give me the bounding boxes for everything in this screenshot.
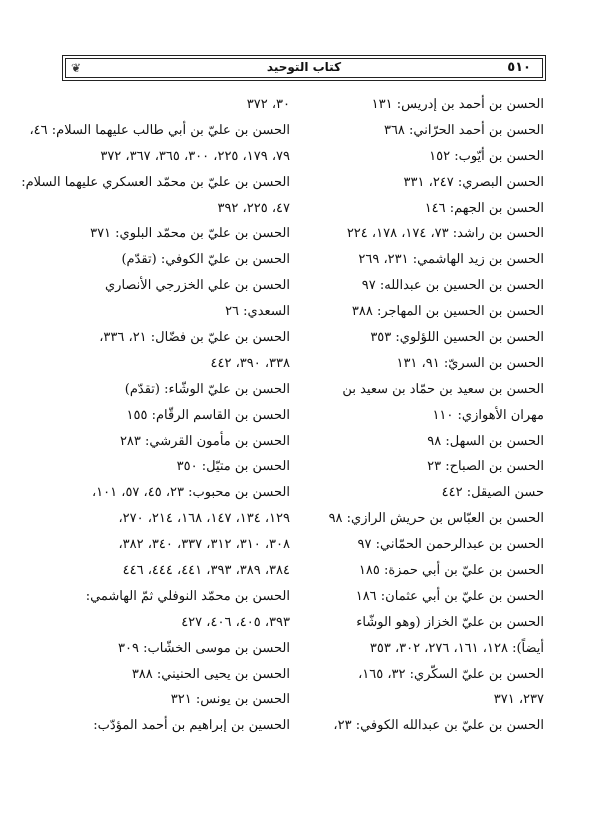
book-title: كتاب التوحيد: [266, 60, 342, 74]
page-number: ٥١٠: [507, 60, 531, 75]
index-entry-line: الحسن بن عبدالرحمن الحمّاني: ٩٧: [357, 537, 544, 553]
index-entry-line: الحسن بن عليّ بن محمّد البلوي: ٣٧١: [90, 226, 290, 242]
index-entry-line: الحسن بن أحمد الحرّاني: ٣٦٨: [383, 122, 544, 138]
index-entry-line: الحسن بن عليّ الوشّاء: (تقدّم): [124, 381, 290, 397]
index-entry-line: ٤٧، ٢٢٥، ٣٩٢: [217, 200, 290, 216]
index-entry-line: ٣٠٨، ٣١٠، ٣١٢، ٣٣٧، ٣٤٠، ٣٨٢،: [118, 537, 290, 553]
index-entry-line: الحسن بن العبّاس بن حريش الرازي: ٩٨: [328, 511, 544, 527]
index-entry-line: ٣٠، ٣٧٢: [246, 97, 290, 112]
index-entry-line: ٧٩، ١٧٩، ٢٢٥، ٣٠٠، ٣٦٥، ٣٦٧، ٣٧٢: [100, 148, 290, 164]
index-entry-line: الحسن بن عليّ بن محمّد العسكري عليهما السلام:: [21, 174, 290, 190]
page-header: [62, 55, 546, 81]
index-entry-line: الحسن بن يحيى الحنيني: ٣٨٨: [131, 666, 290, 682]
index-entry-line: الحسن بن أيّوب: ١٥٢: [429, 148, 544, 164]
index-entry-line: الحسن بن عليّ الكوفي: (تقدّم): [121, 252, 290, 268]
index-entry-line: الحسن بن الصباح: ٢٣: [427, 459, 544, 475]
index-entry-line: حسن الصيقل: ٤٤٢: [441, 485, 544, 501]
index-entry-line: الحسن بن محمّد النوفلي ثمّ الهاشمي:: [85, 588, 290, 604]
index-entry-line: الحسن بن عليّ بن عبدالله الكوفي: ٢٣،: [333, 718, 544, 734]
index-entry-line: مهران الأهوازي: ١١٠: [432, 407, 544, 423]
index-entry-line: ١٢٩، ١٣٤، ١٤٧، ١٦٨، ٢١٤، ٢٧٠،: [118, 511, 290, 527]
index-entry-line: الحسين بن إبراهيم بن أحمد المؤدّب:: [93, 718, 290, 734]
index-entry-line: الحسن بن أحمد بن إدريس: ١٣١: [371, 97, 544, 112]
index-entry-line: الحسن بن متيّل: ٣٥٠: [176, 459, 290, 475]
index-entry-line: الحسن بن الجهم: ١٤٦: [424, 200, 544, 216]
index-entry-line: الحسن بن زيد الهاشمي: ٢٣١، ٢٦٩: [358, 252, 544, 268]
index-column-right: [296, 92, 544, 739]
ornament-icon: ❦: [71, 61, 82, 75]
index-entry-line: الحسن بن عليّ بن فضّال: ٢١، ٣٣٦،: [99, 330, 290, 346]
index-entry-line: ٢٣٧، ٣٧١: [493, 692, 544, 708]
index-entry-line: الحسن بن علي الخزرجي الأنصاري: [104, 278, 290, 294]
index-entry-line: السعدي: ٢٦: [225, 304, 290, 320]
index-entry-line: الحسن بن راشد: ٧٣، ١٧٤، ١٧٨، ٢٢٤: [346, 226, 544, 242]
index-entry-line: الحسن بن عليّ بن أبي طالب عليهما السلام: ٤٦،: [29, 122, 290, 138]
index-entry-line: ٣٨٤، ٣٨٩، ٣٩٣، ٤٤١، ٤٤٤، ٤٤٦: [122, 563, 290, 579]
index-entry-line: الحسن بن الحسين بن المهاجر: ٣٨٨: [351, 304, 544, 320]
index-entry-line: ٣٣٨، ٣٩٠، ٤٤٢: [210, 355, 290, 371]
index-entry-line: الحسن بن عليّ الخزاز (وهو الوشّاء: [356, 614, 544, 630]
index-entry-line: الحسن بن الحسين بن عبدالله: ٩٧: [361, 278, 544, 294]
index-entry-line: الحسن بن مأمون القرشي: ٢٨٣: [119, 433, 290, 449]
index-entry-line: الحسن بن الحسين اللؤلوي: ٣٥٣: [370, 330, 544, 346]
index-entry-line: الحسن بن عليّ بن أبي عثمان: ١٨٦: [355, 588, 544, 604]
index-entry-line: ٣٩٣، ٤٠٥، ٤٠٦، ٤٢٧: [181, 614, 290, 630]
index-entry-line: الحسن بن يونس: ٣٢١: [170, 692, 290, 708]
index-entry-line: الحسن بن السهل: ٩٨: [427, 433, 544, 449]
index-column-left: [21, 92, 290, 739]
index-entry-line: الحسن بن القاسم الرقّام: ١٥٥: [126, 407, 290, 423]
index-entry-line: الحسن بن موسى الخشّاب: ٣٠٩: [117, 640, 290, 656]
index-entry-line: الحسن بن عليّ بن أبي حمزة: ١٨٥: [358, 563, 544, 579]
index-entry-line: الحسن بن محبوب: ٢٣، ٤٥، ٥٧، ١٠١،: [91, 485, 290, 501]
index-entry-line: الحسن البصري: ٢٤٧، ٣٣١: [403, 174, 544, 190]
index-entry-line: أيضاً): ١٢٨، ١٦١، ٢٧٦، ٣٠٢، ٣٥٣: [369, 640, 544, 656]
index-entry-line: الحسن بن عليّ السكّري: ٣٢، ١٦٥،: [358, 666, 544, 682]
index-entry-line: الحسن بن سعيد بن حمّاد بن سعيد بن: [342, 381, 544, 397]
index-entry-line: الحسن بن السريّ: ٩١، ١٣١: [396, 355, 544, 371]
